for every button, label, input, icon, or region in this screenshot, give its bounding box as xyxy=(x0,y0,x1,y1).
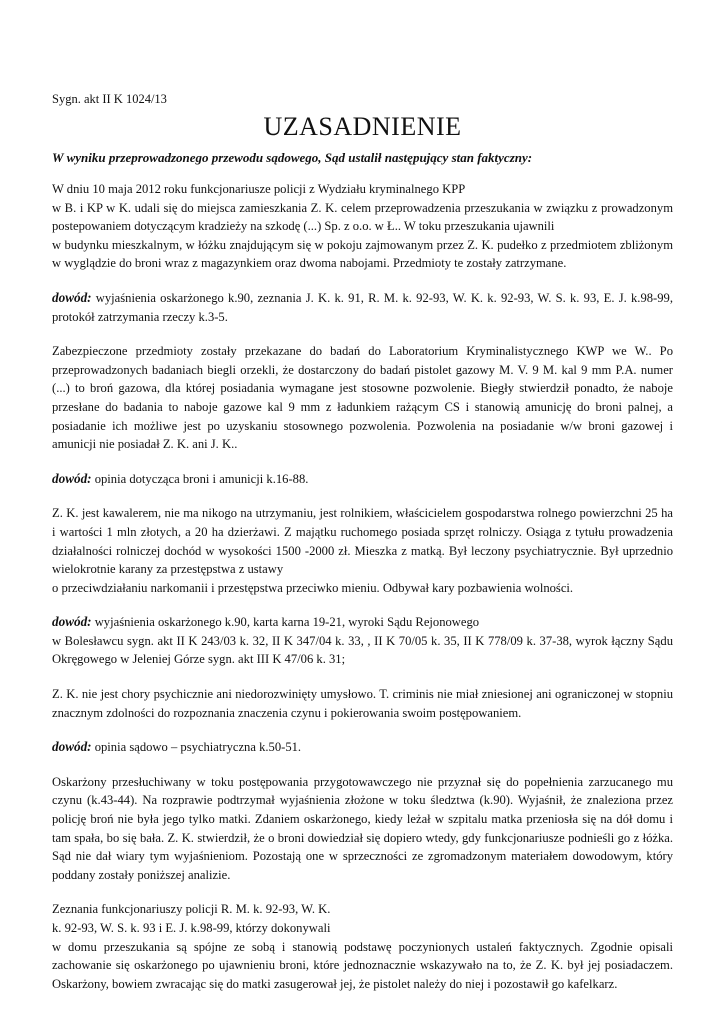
paragraph-psychiatric: Z. K. nie jest chory psychicznie ani niedorozwinięty umysłowo. T. criminis nie miał zniesionej ani ograniczonej w stopniu znacznym zdolności do rozpoznania znaczenia czynu i pokierowania swoim postępowaniem. xyxy=(52,687,673,720)
document-body xyxy=(52,180,673,993)
evidence-text: wyjaśnienia oskarżonego k.90, zeznania J. K. k. 91, R. M. k. 92-93, W. K. k. 92-93, W. S. k. 93, E. J. k.98-99, protokół zatrzymania rzeczy k.3-5. xyxy=(52,290,673,324)
paragraph-personal-situation xyxy=(52,504,673,597)
evidence-3 xyxy=(52,613,673,669)
paragraph-line: o przeciwdziałaniu narkomanii i przestępstwa przeciwko mieniu. Odbywał kary pozbawienia wolności. xyxy=(52,580,574,595)
paragraph-police-testimony xyxy=(52,900,673,993)
evidence-2 xyxy=(52,470,673,489)
evidence-label: dowód: xyxy=(52,289,92,305)
paragraph-defendant-explanations: Oskarżony przesłuchiwany w toku postępowania przygotowawczego nie przyznał się do popełnienia zarzucanego mu czynu (k.43-44). Na rozprawie podtrzymał wyjaśnienia złożone w toku śledztwa (k.90). Wyjaśnił, że znaleziona przez policję broń nie była jego tylko matki. Zdaniem oskarżonego, kiedy leżał w szpitalu matka przeniosła się na dół domu i tam spała, bo się bała. Z. K. stwierdził, że o broni dowiedział się dopiero wtedy, gdy funkcjonariusze podnieśli go z łóżka. Sąd nie dał wiary tym wyjaśnieniom. Pozostają one w sprzeczności ze zgromadzonym materiałem dowodowym, który poddany zostały poniższej analizie. xyxy=(52,774,673,882)
document-subtitle: W wyniku przeprowadzonego przewodu sądowego, Sąd ustalił następujący stan faktyczny: xyxy=(52,150,533,165)
evidence-label: dowód: xyxy=(52,470,92,486)
paragraph-line: Zeznania funkcjonariuszy policji R. M. k. 92-93, W. K. xyxy=(52,902,331,917)
evidence-label: dowód: xyxy=(52,614,92,630)
evidence-text: w Bolesławcu sygn. akt II K 243/03 k. 32, II K 347/04 k. 33, , II K 70/05 k. 35, II K 778/09 k. 37-38, wyrok łączny Sądu Okręgowego w Jeleniej Górze sygn. akt III K 47/06 k. 31; xyxy=(52,633,673,667)
evidence-label: dowód: xyxy=(52,739,92,755)
paragraph-line: W dniu 10 maja 2012 roku funkcjonariusze policji z Wydziału kryminalnego KPP xyxy=(52,182,466,196)
evidence-text: wyjaśnienia oskarżonego k.90, karta karna 19-21, wyroki Sądu Rejonowego xyxy=(91,615,480,630)
case-reference: Sygn. akt II K 1024/13 xyxy=(52,92,167,106)
evidence-4 xyxy=(52,738,673,757)
evidence-1 xyxy=(52,289,673,326)
paragraph-expert-opinion: Zabezpieczone przedmioty zostały przekazane do badań do Laboratorium Kryminalistycznego KWP we W.. Po przeprowadzonych badaniach biegli orzekli, że dostarczony do badań pistolet gazowy M. V. 9 M. kal 9 mm P.A. numer (...) to broń gazowa, dla której posiadania wymagane jest stosowne pozwolenie. Biegły stwierdził ponadto, że naboje przesłane do badania to naboje gazowe kal 9 mm z ładunkiem rażącym CS i stanowią amunicję do broni palnej, a posiadanie ich możliwe jest po uzyskaniu stosownego pozwolenia. Pozwolenia na posiadanie w/w broni gazowej i amunicji nie posiadał Z. K. ani J. K.. xyxy=(52,344,673,452)
paragraph-line: w domu przeszukania są spójne ze sobą i stanowią podstawę poczynionych ustaleń faktycznych. Zgodnie opisali zachowanie się oskarżonego po ujawnieniu broni, które jednoznacznie wskazywało na to, że Z. K. był jej posiadaczem. Oskarżony, bowiem zwracając się do matki zasugerował jej, że pistolet należy do niej i pozostawił go kafelkarz. xyxy=(52,939,673,991)
document-title: UZASADNIENIE xyxy=(263,112,462,141)
evidence-text: opinia sądowo – psychiatryczna k.50-51. xyxy=(91,740,302,755)
paragraph-line: k. 92-93, W. S. k. 93 i E. J. k.98-99, którzy dokonywali xyxy=(52,921,331,935)
paragraph-line: w budynku mieszkalnym, w łóżku znajdującym się w pokoju zajmowanym przez Z. K. pudełko z przedmiotem zbliżonym w wyglądzie do broni wraz z magazynkiem oraz dwoma nabojami. Przedmioty te zostały zatrzymane. xyxy=(52,237,673,271)
evidence-text: opinia dotycząca broni i amunicji k.16-88. xyxy=(91,471,309,486)
paragraph-line: Z. K. jest kawalerem, nie ma nikogo na utrzymaniu, jest rolnikiem, właścicielem gospodarstwa rolnego powierzchni 25 ha i wartości 1 mln złotych, a 20 ha dzierżawi. Z majątku ruchomego posiada sprzęt rolniczy. Osiąga z tytułu prowadzenia działalności rolniczej dochód w wysokości 1500 -2000 zł. Mieszka z matką. Był leczony psychiatrycznie. Był uprzednio wielokrotnie karany za przestępstwa z ustawy xyxy=(52,506,673,577)
paragraph-facts-search xyxy=(52,180,673,273)
paragraph-line: w B. i KP w K. udali się do miejsca zamieszkania Z. K. celem przeprowadzenia przeszukania w związku z prowadzonym postepowaniem dotyczącym kradzieży na szkodę (...) Sp. z o.o. w Ł.. W toku przeszukania ujawnili xyxy=(52,200,673,234)
